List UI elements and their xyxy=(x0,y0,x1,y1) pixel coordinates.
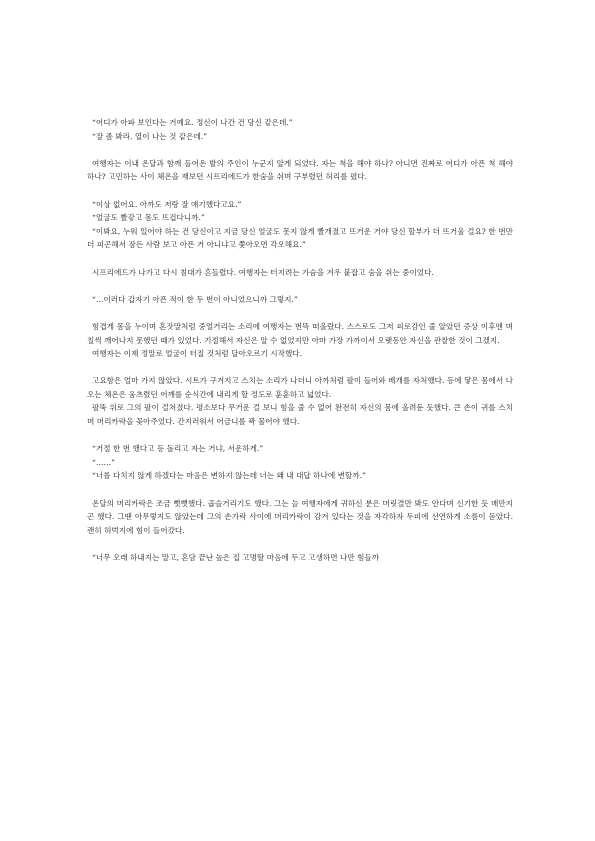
paragraph: 고요함은 얼마 가지 않았다. 시트가 구겨지고 스치는 소리가 나더니 아까처럼 팔이 들어와 베개를 자처했다. 등에 닿은 몸에서 나오는 체온은 움츠렸던 어깨를 순식간에 내리게 할 정도로 훈훈하고 넓었다. xyxy=(87,376,513,399)
paragraph: 팔뚝 위로 그의 팔이 걸쳐졌다. 평소보다 무거운 걸 보니 힘을 줄 수 없어 완전히 자신의 몸에 올려둔 듯했다. 큰 손이 귀를 스치며 머리카락을 꽂아주었다. 간지러워서 어금니를 꽉 물어야 했다. xyxy=(87,403,513,427)
paragraph: “얼굴도 빨갛고 몸도 뜨겁다니까.” xyxy=(92,213,205,223)
paragraph: 여행자는 이내 온달과 함께 들어온 발의 주인이 누군지 알게 되었다. 자는 척을 해야 하나? 아니면 진짜로 어디가 아픈 척 해야 하나? 고민하는 사이 체온을 재보던 시프리에드가 한숨을 쉬며 구부렸던 허리를 폈다. xyxy=(87,158,513,182)
body-text xyxy=(87,116,513,565)
paragraph: 시프리에드가 나가고 다시 침대가 흔들렸다. 여행자는 터지려는 가슴을 겨우 붙잡고 숨을 쉬는 중이었다. xyxy=(92,267,434,277)
paragraph: 여행자는 이제 정말로 얼굴이 터질 것처럼 달아오르기 시작했다. xyxy=(92,349,303,359)
paragraph: “어디가 아파 보인다는 거예요. 정신이 나간 건 당신 같은데.” xyxy=(92,118,293,127)
paragraph: “이상 없어요. 아까도 저랑 잘 얘기했다고요.” xyxy=(92,199,242,209)
paragraph: “너를 다치지 않게 하겠다는 마음은 변하지 않는데 너는 왜 내 대답 하나에 변할까.” xyxy=(92,471,366,481)
paragraph: 온달의 머리카락은 조금 뻣뻣했다. 곱슬거리기도 했다. 그는 늘 여행자에게 귀하신 분은 머릿결만 봐도 안다며 신기한 듯 매만지곤 했다. 그땐 아무렇지도 않았는데 그의 손가락 사이에 머리카락이 감겨 있다는 것을 자각하자 두피에 선연하게 소름이 돋았다. 괜히 허벅지에 힘이 들어갔다. xyxy=(87,498,513,535)
paragraph: “이봐요, 누워 있어야 하는 건 당신이고 지금 당신 얼굴도 못지 않게 빨개졌고 뜨거운 거야 당신 할부가 더 뜨거울 걸요? 한 번만 더 피곤해서 잠든 사람 보고 아픈 거 아니냐고 쫓아오면 각오해요.” xyxy=(87,226,513,250)
paragraph: “거절 한 번 했다고 등 돌리고 자는 거냐, 서운하게.” xyxy=(92,444,264,454)
paragraph: “……” xyxy=(92,457,115,467)
paragraph: 힘겹게 몸을 누이며 혼잣말처럼 중얼거리는 소리에 여행자는 번뜩 떠올랐다. 스스로도 그저 피로감인 줄 알았던 증상 이후엔 며칠씩 깨어나지 못했던 때가 있었다. 기절해서 자신은 알 수 없었지만 아마 가장 가까이서 오랫동안 자신을 관찰한 것이 그겠지. xyxy=(87,321,513,345)
paragraph: “잘 좀 봐라. 열이 나는 것 같은데.” xyxy=(92,131,208,141)
paragraph: “…이러다 갑자기 아픈 적이 한 두 번이 아니었으니까 그렇지.” xyxy=(92,294,298,304)
paragraph: “너무 오래 하내지는 말고, 혼담 끝난 높은 집 고명딸 마음에 두고 고생하면 나만 힘들까 xyxy=(92,553,380,562)
